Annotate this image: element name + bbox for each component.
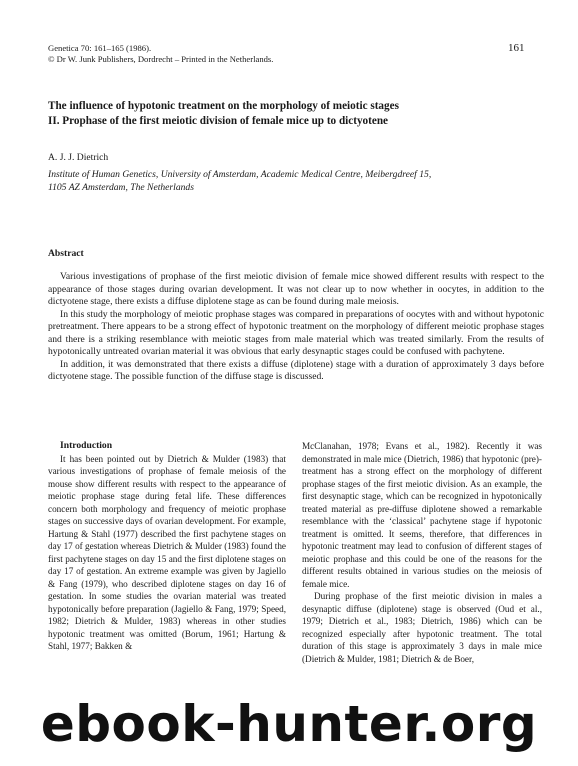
abstract-paragraph: Various investigations of prophase of the first meiotic division of female mice showed different results with respect to the appearance of those stages during ovarian development. It was not clear up to now whether in oocytes, in addition to the dictyotene stage, there exists a diffuse diplotene stage as can be found during male meiosis. (48, 271, 544, 307)
abstract-heading: Abstract (48, 248, 84, 259)
left-column (48, 440, 286, 653)
journal-line: Genetica 70: 161–165 (1986). (48, 43, 152, 53)
paper-title (48, 99, 548, 129)
abstract-paragraph: In addition, it was demonstrated that there exists a diffuse (diplotene) stage with a duration of approximately 3 days before dictyotene stage. The possible function of the diffuse stage is discussed. (48, 358, 544, 382)
publisher-line: © Dr W. Junk Publishers, Dordrecht – Printed in the Netherlands. (48, 54, 274, 64)
affiliation (48, 168, 548, 194)
page-number: 161 (508, 42, 525, 54)
title-line-1: The influence of hypotonic treatment on the morphology of meiotic stages (48, 100, 399, 112)
author-list: A. J. J. Dietrich (48, 152, 109, 163)
affiliation-line-2: 1105 AZ Amsterdam, The Netherlands (48, 182, 194, 193)
watermark-logo: ebook-hunter.org (40, 695, 538, 753)
journal-citation (48, 43, 273, 65)
abstract-body (48, 271, 544, 384)
intro-paragraph: It has been pointed out by Dietrich & Mulder (1983) that various investigations of prophase of female meiosis of the mouse show different results with respect to the appearance of meiotic prophase stage during fetal life. These differences concern both morphology and frequency of meiotic prophase stages on successive days of ovarian development. For example, Hartung & Stahl (1977) described the first pachytene stages on day 17 of gestation whereas Dietrich & Mulder (1983) found the first pachytene stages on day 15 and the first diplotene stages on day 17 of gestation. An extreme example was given by Jagiello & Fang (1979), who described diplotene stages on day 16 of gestation. In some studies the ovarian material was treated hypotonically before preparation (Jagiello & Fang, 1979; Speed, 1982; Dietrich & Mulder, 1983) whereas in other studies hypotonic treatment was omitted (Borum, 1961; Hartung & Stahl, 1977; Bakken & (48, 453, 286, 651)
abstract-paragraph: In this study the morphology of meiotic prophase stages was compared in preparations of oocytes with and without hypotonic pretreatment. There appears to be a strong effect of hypotonic treatment on the morphology of different meiotic prophase stages and there is a striking resemblance with meiotic stages from male material which was treated similarly. From the results of hypotonically untreated ovarian material it was obvious that early desynaptic stages could be confused with pachytene. (48, 308, 544, 357)
intro-paragraph: During prophase of the first meiotic division in males a desynaptic diffuse (diplotene) stage is observed (Oud et al., 1979; Dietrich et al., 1983; Dietrich, 1986) which can be recognized especially after hypotonic treatment. The total duration of this stage is approximately 3 days in male mice (Dietrich & Mulder, 1981; Dietrich & de Boer, (302, 591, 542, 664)
affiliation-line-1: Institute of Human Genetics, University of Amsterdam, Academic Medical Centre, Meibergdreef 15, (48, 169, 432, 180)
right-column (302, 440, 542, 665)
title-line-2: II. Prophase of the first meiotic division of female mice up to dictyotene (48, 115, 389, 127)
introduction-heading: Introduction (60, 440, 113, 451)
intro-continuation: McClanahan, 1978; Evans et al., 1982). Recently it was demonstrated in male mice (Dietrich, 1986) that hypotonic (pre)-treatment has a strong effect on the morphology of different prophase stages of the first meiotic division. As an example, the first desynaptic stage, which can be recognized in hypotonically treated material as pre-diffuse diplotene showed a remarkable resemblance with the ‘classical’ pachytene stage if hypotonic treatment is omitted. It seems, therefore, that differences in hypotonic treatment may lead to confusion of different stages of meiotic prophase and this could be one of the reasons for the different results obtained in various studies on the meiosis of female mice. (302, 441, 542, 589)
